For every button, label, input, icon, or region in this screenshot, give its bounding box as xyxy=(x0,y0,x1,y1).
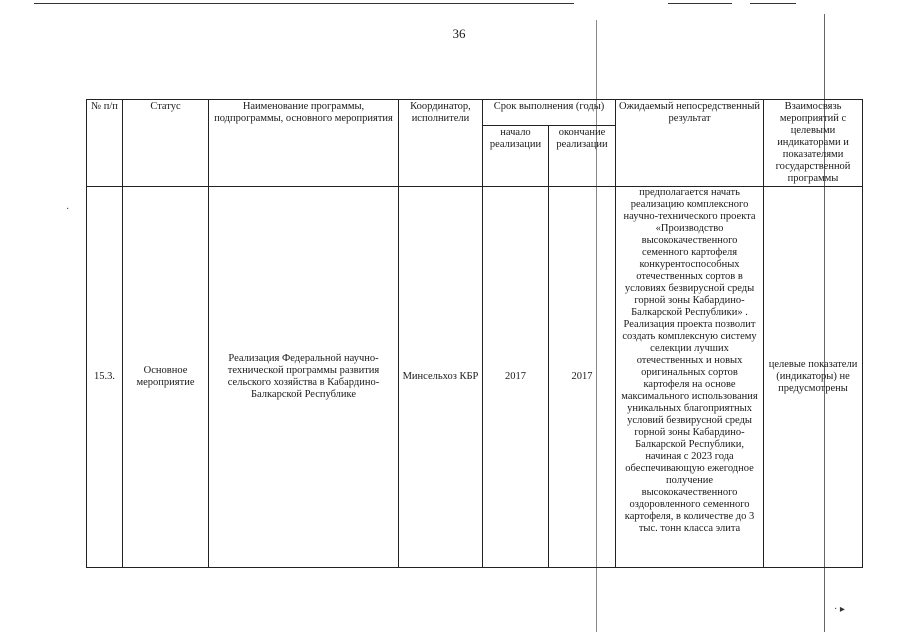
scan-mark-left: · xyxy=(66,204,70,215)
header-row xyxy=(87,100,863,126)
page-number: 36 xyxy=(452,26,466,41)
header-term-end: окончание реализации xyxy=(549,126,616,187)
header-term-start: начало реализации xyxy=(483,126,549,187)
row-end: 2017 xyxy=(549,187,616,568)
top-rule-left xyxy=(34,3,574,4)
header-status: Статус xyxy=(123,100,209,187)
top-rule-right-2 xyxy=(750,3,796,4)
header-result: Ожидаемый непосредственный результат xyxy=(616,100,764,187)
header-num: № п/п xyxy=(87,100,123,187)
header-name: Наименование программы, подпрограммы, основного мероприятия xyxy=(209,100,399,187)
top-rule-right xyxy=(668,3,732,4)
header-coordinator: Координатор, исполнители xyxy=(399,100,483,187)
row-status: Основное мероприятие xyxy=(123,187,209,568)
row-num: 15.3. xyxy=(87,187,123,568)
table-row xyxy=(87,187,863,568)
row-link: целевые показатели (индикаторы) не предусмотрены xyxy=(764,187,863,568)
scan-mark-bottom: · ▸ xyxy=(834,604,845,615)
row-result: предполагается начать реализацию комплексного научно-технического проекта «Производство высококачественного семенного картофеля конкурентоспособных отечественных сортов в условиях безвирусной среды горной зоны Кабардино-Балкарской Республики» . Реализация проекта позволит создать комплексную систему селекции лучших отечественных и новых оригинальных сортов картофеля на основе максимального использования уникальных благоприятных условий безвирусной среды горной зоны Кабардино-Балкарской Республики, начиная с 2023 года обеспечивающую ежегодное получение высококачественного оздоровленного семенного картофеля, в количестве до 3 тыс. тонн класса элита xyxy=(616,187,764,568)
header-term: Срок выполнения (годы) xyxy=(483,100,616,126)
row-start: 2017 xyxy=(483,187,549,568)
program-table xyxy=(86,99,863,568)
row-name: Реализация Федеральной научно-технической программы развития сельского хозяйства в Кабардино-Балкарской Республике xyxy=(209,187,399,568)
header-link: Взаимосвязь мероприятий с целевыми индикаторами и показателями государственной программы xyxy=(764,100,863,187)
row-coordinator: Минсельхоз КБР xyxy=(399,187,483,568)
